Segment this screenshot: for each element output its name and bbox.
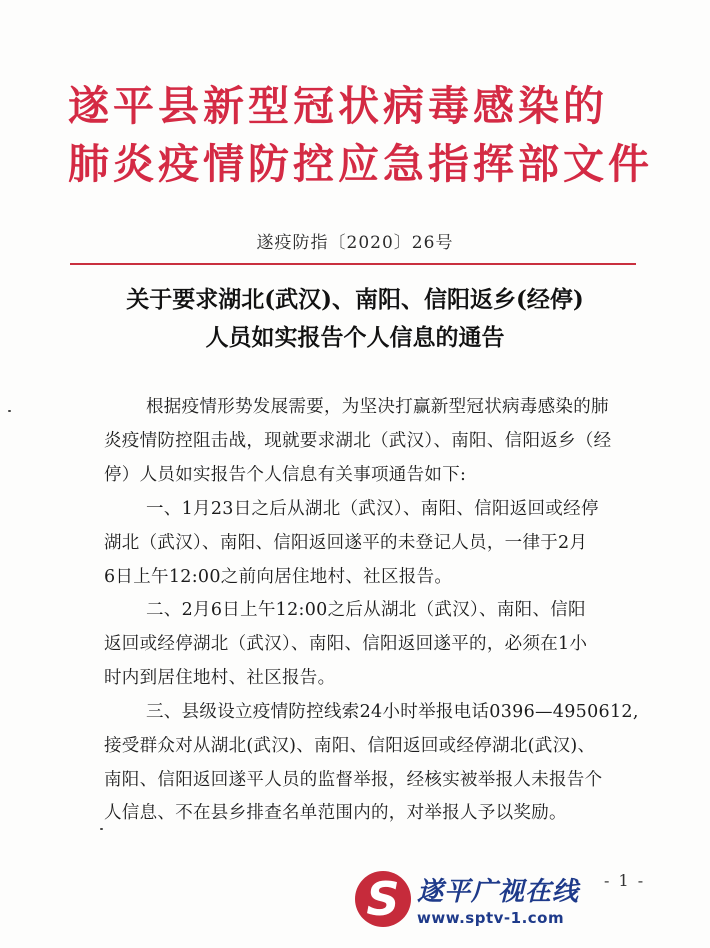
logo-url: www.sptv-1.com bbox=[417, 909, 565, 927]
watermark-logo bbox=[355, 867, 585, 937]
notice-title-line-2: 人员如实报告个人信息的通告 bbox=[205, 324, 505, 351]
scan-speck bbox=[100, 828, 103, 830]
body-line: 南阳、信阳返回遂平人员的监督举报，经核实被举报人未报告个 bbox=[104, 770, 603, 790]
red-divider-rule bbox=[70, 263, 636, 265]
issuer-header-line-2: 肺炎疫情防控应急指挥部文件 bbox=[68, 140, 653, 188]
issuer-header-line-1: 遂平县新型冠状病毒感染的 bbox=[68, 82, 608, 130]
body-line: 停）人员如实报告个人信息有关事项通告如下: bbox=[104, 465, 467, 485]
body-line: 时内到居住地村、社区报告。 bbox=[104, 668, 336, 688]
body-line: 接受群众对从湖北(武汉)、南阳、信阳返回或经停湖北(武汉)、 bbox=[104, 736, 596, 756]
body-line: 炎疫情防控阻击战，现就要求湖北（武汉）、南阳、信阳返乡（经 bbox=[104, 431, 612, 451]
logo-letter: S bbox=[366, 872, 400, 926]
body-line: 一、1月23日之后从湖北（武汉）、南阳、信阳返回或经停 bbox=[146, 499, 599, 519]
notice-title-line-1: 关于要求湖北(武汉)、南阳、信阳返乡(经停) bbox=[126, 286, 584, 313]
body-line: 二、2月6日上午12:00之后从湖北（武汉）、南阳、信阳 bbox=[146, 600, 586, 620]
body-line: 湖北（武汉）、南阳、信阳返回遂平的未登记人员，一律于2月 bbox=[104, 533, 588, 553]
body-line: 三、县级设立疫情防控线索24小时举报电话0396—4950612, bbox=[146, 702, 639, 722]
logo-name: 遂平广视在线 bbox=[417, 877, 580, 907]
body-line: 6日上午12:00之前向居住地村、社区报告。 bbox=[104, 567, 453, 587]
body-line: 返回或经停湖北（武汉）、南阳、信阳返回遂平的，必须在1小 bbox=[104, 634, 588, 654]
body-line: 人信息、不在县乡排查名单范围内的，对举报人予以奖励。 bbox=[104, 803, 567, 823]
body-line: 根据疫情形势发展需要，为坚决打赢新型冠状病毒感染的肺 bbox=[146, 397, 609, 417]
scan-speck bbox=[8, 410, 11, 412]
page-number: - 1 - bbox=[604, 871, 646, 890]
document-number: 遂疫防指〔2020〕26号 bbox=[256, 233, 454, 253]
